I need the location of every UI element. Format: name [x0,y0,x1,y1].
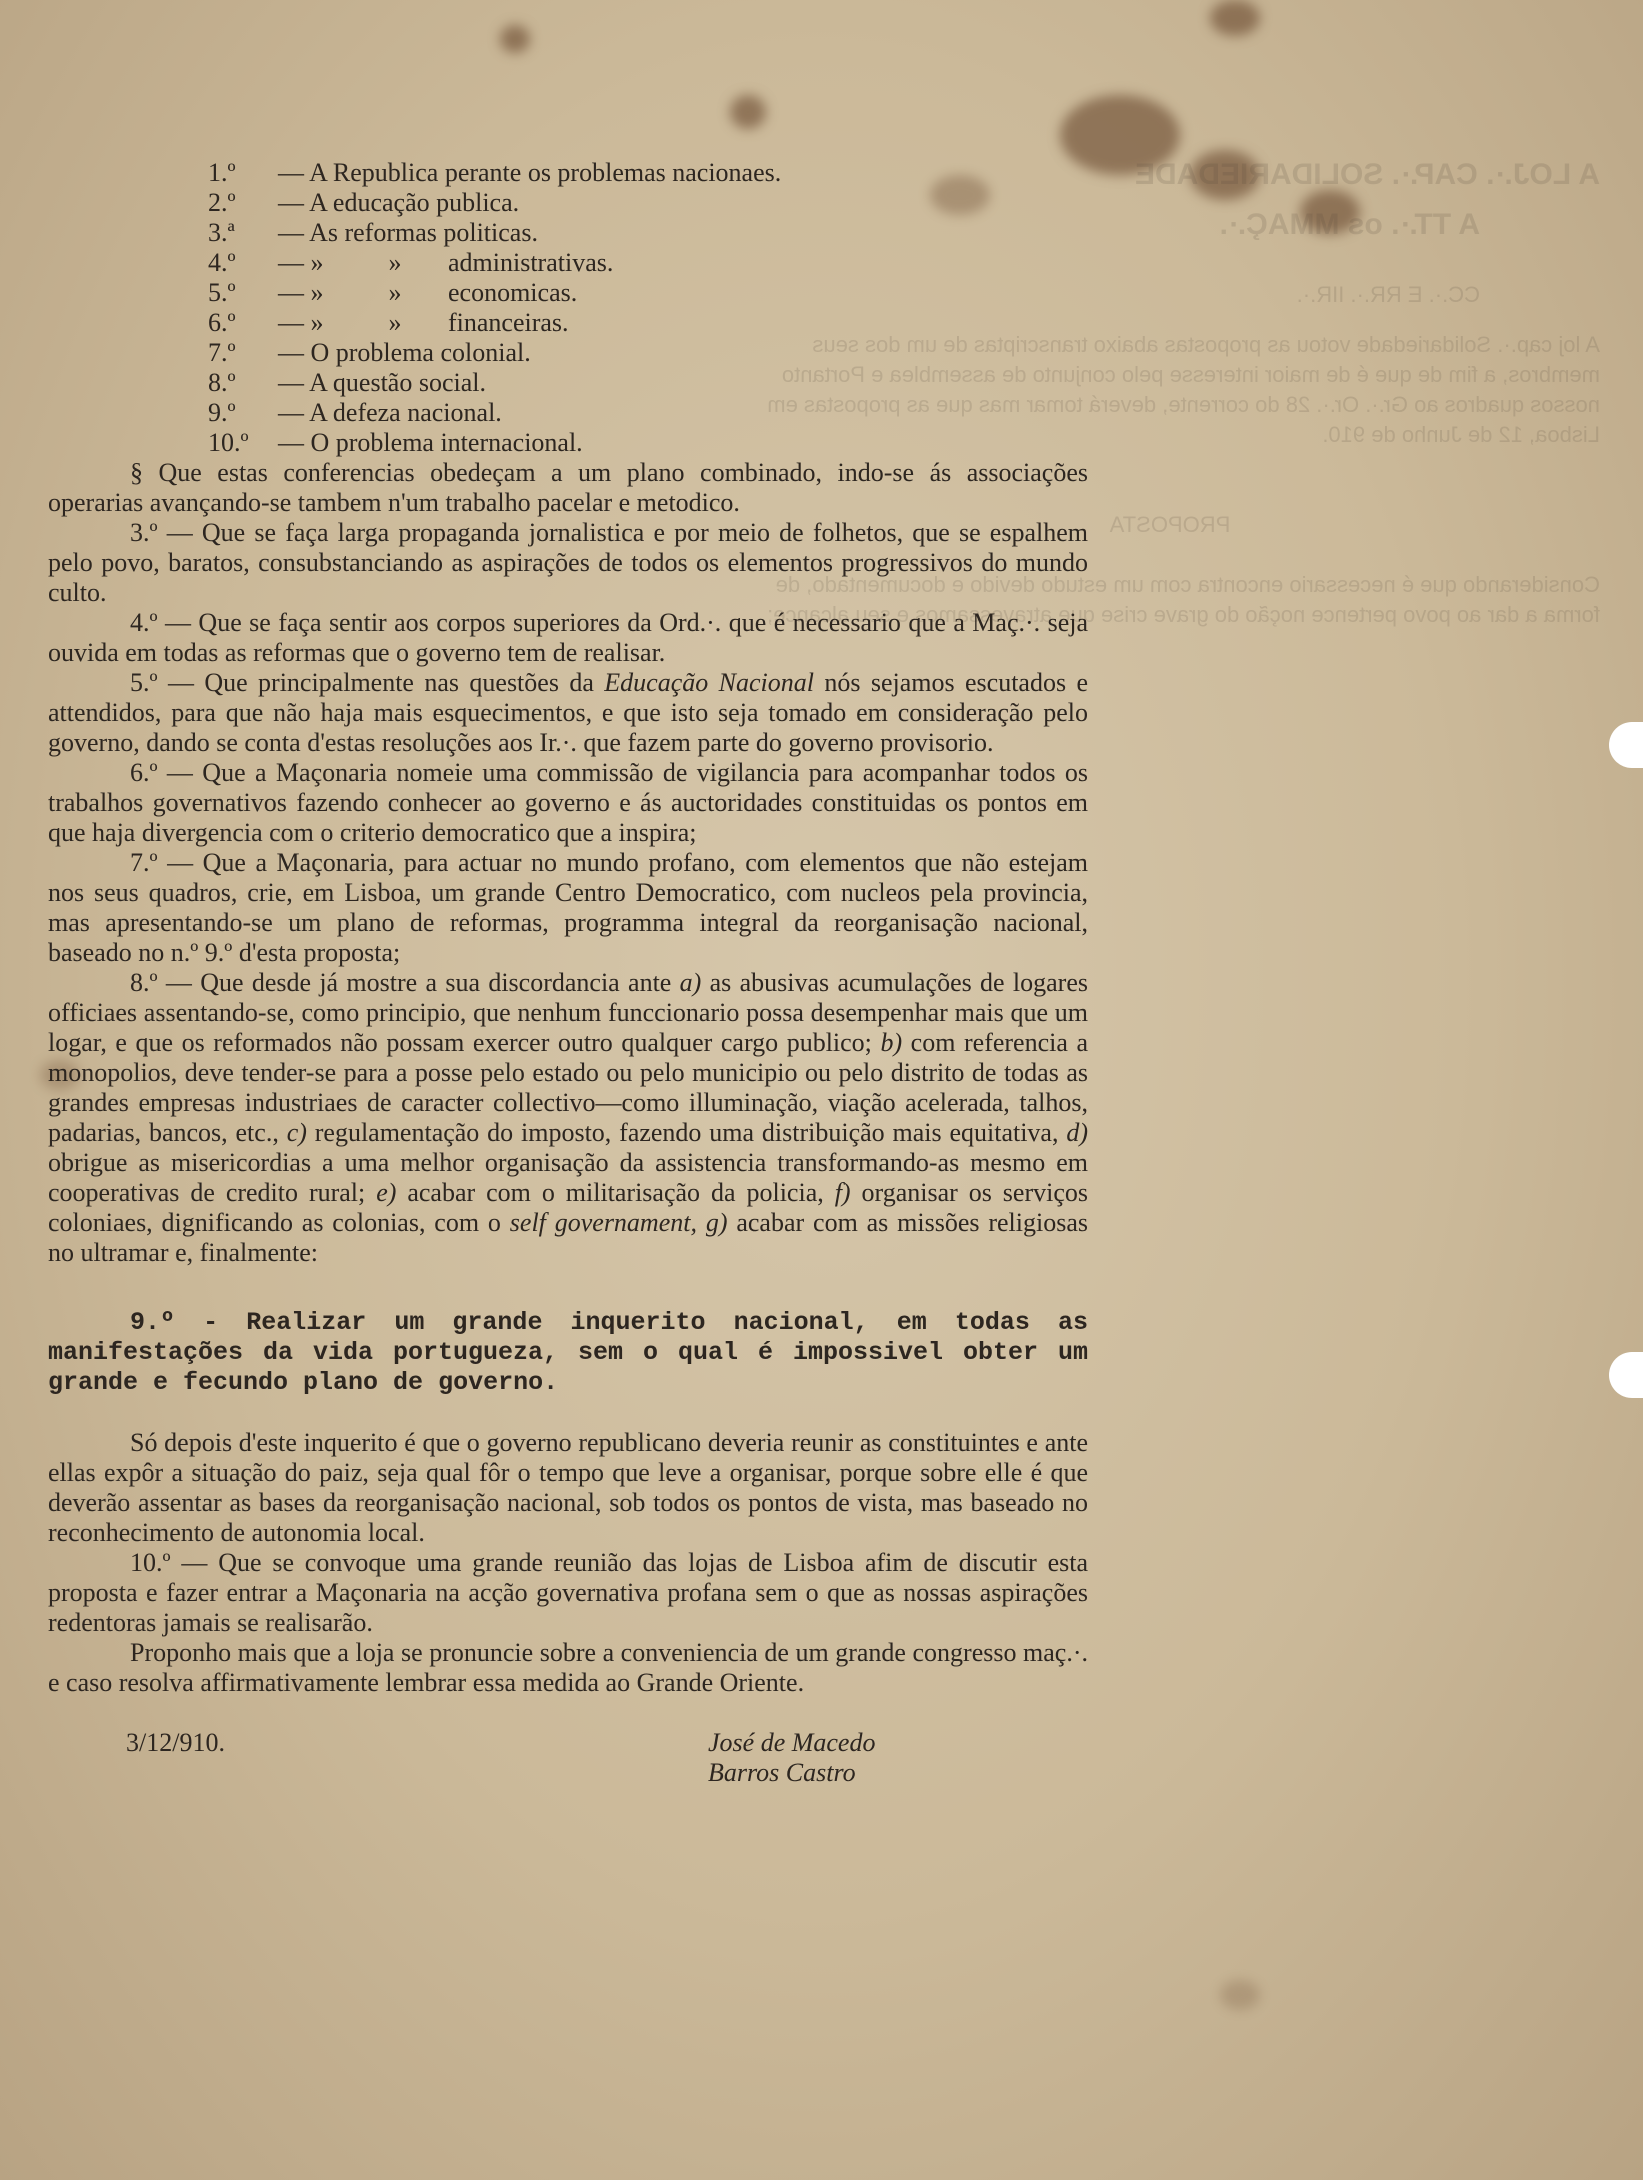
list-text: administrativas. [448,248,614,277]
list-number: 10.º [208,428,249,457]
stain-mark [1220,1980,1260,2010]
ditto-marks: — » » [278,308,402,337]
list-item [208,338,1088,368]
document-body [48,158,1088,1798]
signatory-name: José de Macedo [708,1728,876,1757]
paragraph-6: 6.º — Que a Maçonaria nomeie uma commissão de vigilancia para acompanhar todos os trabalhos governativos fazendo conhecer ao governo e ás auctoridades constituidas os pontos em que haja divergencia com o criterio democratico que a inspira; [48,758,1088,847]
list-number: 1.º [208,158,236,187]
stain-mark [730,95,766,129]
paragraph-9-bold: 9.º - Realizar um grande inquerito nacional, em todas as manifestações da vida portugueza, sem o qual é impossivel obter um grande e fecundo plano de governo. [48,1308,1088,1397]
emphasis: e) [376,1178,397,1207]
stain-mark [1300,190,1360,234]
bleed-line: Considerando que é necessario encontra com um estudo devido e documentado, de forma a dar ao povo pertence noção do grave crise que atravessamos e seu alcance; [767,572,1600,627]
emphasis: b) [880,1028,903,1057]
paragraph-10: 10.º — Que se convoque uma grande reunião das lojas de Lisboa afim de discutir esta proposta e fazer entrar a Maçonaria na acção governativa profana sem o que as nossas aspirações redentoras jamais se realisarão. [48,1548,1088,1637]
document-date: 3/12/910. [126,1728,225,1757]
paragraph-so-depois: Só depois d'este inquerito é que o governo republicano deveria reunir as constituintes e ante ellas expôr a situação do paiz, seja qual fôr o tempo que leve a organisar, porque sobre elle é que deverão assentar as bases da reorganisação nacional, sob todos os pontos de vista, mas baseado no reconhecimento de autonomia local. [48,1428,1088,1547]
emphasis: Educação Nacional [604,668,814,697]
stain-mark [1210,0,1260,36]
paragraph-5 [48,668,1088,758]
bleed-line: A loj cap.·. Solidariedade votou as propostas abaixo transcriptas de um dos seus membros, a fim de que é de maior interesse pelo conjunto de assemblea e Portanto nossos quadros ao Gr.·. Or.·. 28 do corrente, deverá tomar mas que as propostas em Lisboa, 12 de Junho de 910. [767,332,1600,447]
text-run: acabar com o militarisação da policia, [396,1178,835,1207]
list-item [208,308,1088,338]
list-item [208,278,1088,308]
list-number: 6.º [208,308,236,337]
list-text: — A questão social. [278,368,486,397]
list-item [208,188,1088,218]
list-item [208,158,1088,188]
ditto-marks: — » » [278,248,402,277]
bleed-line: CC.·. E RR.·. IIR.·. [1296,282,1480,307]
list-number: 8.º [208,368,236,397]
punch-hole [1609,1352,1643,1398]
signatory-name: Barros Castro [708,1758,856,1787]
bleed-line: A LOJ.·. CAP.·. SOLIDARIEDADE [1134,158,1600,191]
list-text: — O problema internacional. [278,428,583,457]
topic-list [208,158,1088,458]
text-run: obrigue as misericordias a uma melhor organisação da assistencia transformando-as mesmo em cooperativas de credito rural; [48,1148,1088,1207]
text-run: 8.º — Que desde já mostre a sua discordancia ante [130,968,680,997]
list-text: — As reformas politicas. [278,218,538,247]
text-run: organisar os serviços coloniaes, dignificando as colonias, com o [48,1178,1088,1237]
paragraph-4: 4.º — Que se faça sentir aos corpos superiores da Ord.·. que é necessario que a Maç.·. seja ouvida em todas as reformas que o governo tem de realisar. [48,608,1088,667]
text-run: com referencia a monopolios, deve tender-se para a posse pelo estado ou pelo municipio ou pelo distrito de todas as grandes empresas industriaes de caracter collectivo—como illuminação, viação acelerada, talhos, padarias, bancos, etc., [48,1028,1088,1147]
bleed-line: A TT.·. os MMAÇ.·. [1219,208,1480,241]
emphasis: c) [286,1118,307,1147]
stain-mark [1190,150,1260,200]
paragraph-7: 7.º — Que a Maçonaria, para actuar no mundo profano, com elementos que não estejam nos seus quadros, crie, em Lisboa, um grande Centro Democratico, com nucleos pela provincia, mas apresentando-se um plano de reformas, programma integral da reorganisação nacional, baseado no n.º 9.º d'esta proposta; [48,848,1088,967]
emphasis: d) [1066,1118,1088,1147]
emphasis: g) [696,1208,728,1237]
list-text: — A defeza nacional. [278,398,502,427]
list-item [208,398,1088,428]
list-number: 9.º [208,398,236,427]
list-item [208,428,1088,458]
paragraph-section: § Que estas conferencias obedeçam a um plano combinado, indo-se ás associações operarias avançando-se tambem n'um trabalho pacelar e metodico. [48,458,1088,517]
emphasis: f) [834,1178,851,1207]
text-run: 5.º — Que principalmente nas questões da [130,668,605,697]
list-text: — A educação publica. [278,188,520,217]
list-text: — A Republica perante os problemas nacionaes. [278,158,782,187]
bleed-line: PROPOSTA [1109,512,1231,537]
list-item [208,248,1088,278]
list-number: 7.º [208,338,236,367]
text-run: as abusivas acumulações de logares officiaes assentando-se, como principio, que nenhum funccionario possa desempenhar mais que um logar, e que os reformados não possam exercer outro qualquer cargo publico; [48,968,1088,1057]
punch-hole [1609,722,1643,768]
emphasis: a) [679,968,702,997]
list-number: 3.ª [208,218,235,247]
list-item [208,218,1088,248]
emphasis: self governament, [509,1208,697,1237]
list-number: 2.º [208,188,236,217]
text-run: acabar com as missões religiosas no ultramar e, finalmente: [48,1208,1088,1267]
signature-block [48,1728,1088,1798]
ditto-marks: — » » [278,278,402,307]
paragraph-proponho: Proponho mais que a loja se pronuncie sobre a conveniencia de um grande congresso maç.·. e caso resolva affirmativamente lembrar essa medida ao Grande Oriente. [48,1638,1088,1697]
list-text: financeiras. [448,308,569,337]
list-text: economicas. [448,278,578,307]
list-number: 4.º [208,248,236,277]
list-text: — O problema colonial. [278,338,531,367]
stain-mark [500,25,530,53]
list-item [208,368,1088,398]
signatories [708,1728,875,1788]
text-run: nós sejamos escutados e attendidos, para que não haja mais esquecimentos, e que isto seja tomado em consideração pelo governo, dando se conta d'estas resoluções aos Ir.·. que fazem parte do governo provisorio. [48,668,1088,757]
text-run: regulamentação do imposto, fazendo uma distribuição mais equitativa, [306,1118,1067,1147]
paragraph-8 [48,968,1088,1268]
list-number: 5.º [208,278,236,307]
paragraph-3: 3.º — Que se faça larga propaganda jornalistica e por meio de folhetos, que se espalhem pelo povo, baratos, consubstanciando as aspirações de todos os elementos progressivos do mundo culto. [48,518,1088,607]
